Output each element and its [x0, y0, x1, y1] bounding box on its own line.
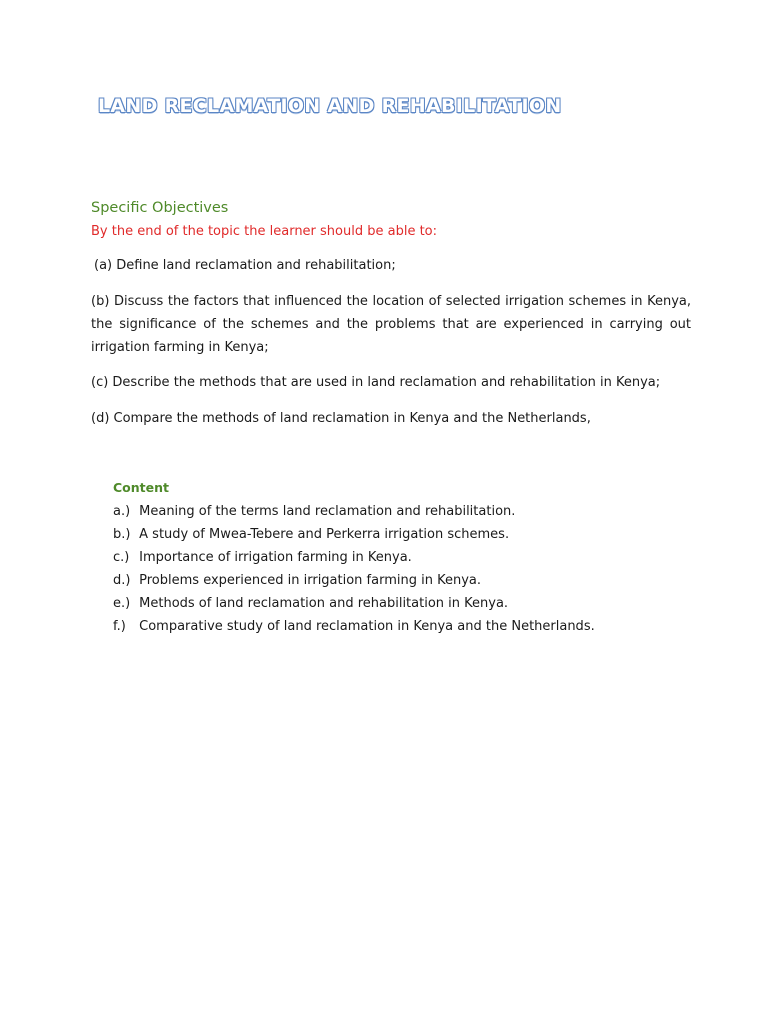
list-item-text: Importance of irrigation farming in Kenya. — [139, 550, 412, 565]
list-item — [113, 500, 595, 523]
list-item-text: Methods of land reclamation and rehabilitation in Kenya. — [139, 596, 509, 611]
list-item-marker: e.) — [113, 596, 131, 611]
objective-c: (c) Describe the methods that are used in land reclamation and rehabilitation in Kenya; — [91, 375, 661, 390]
specific-objectives-heading: Specific Objectives — [91, 200, 229, 216]
list-item-marker: d.) — [113, 573, 131, 588]
list-item — [113, 615, 595, 638]
list-item-marker: b.) — [113, 527, 131, 542]
list-item-text: A study of Mwea-Tebere and Perkerra irrigation schemes. — [139, 527, 510, 542]
list-item — [113, 592, 595, 615]
list-item-marker: f.) — [113, 619, 126, 634]
content-list — [113, 500, 595, 638]
content-heading: Content — [113, 480, 169, 495]
list-item-marker: c.) — [113, 550, 130, 565]
objective-a: (a) Define land reclamation and rehabilitation; — [94, 258, 396, 273]
list-item — [113, 546, 595, 569]
objectives-intro: By the end of the topic the learner should be able to: — [91, 224, 438, 239]
list-item-text: Problems experienced in irrigation farming in Kenya. — [139, 573, 481, 588]
list-item-marker: a.) — [113, 504, 131, 519]
list-item — [113, 569, 595, 592]
objective-d: (d) Compare the methods of land reclamation in Kenya and the Netherlands, — [91, 411, 591, 426]
list-item-text: Comparative study of land reclamation in Kenya and the Netherlands. — [139, 619, 595, 634]
list-item-text: Meaning of the terms land reclamation and rehabilitation. — [139, 504, 516, 519]
page-title: LAND RECLAMATION AND REHABILITATION — [98, 95, 562, 117]
objective-b: (b) Discuss the factors that influenced the location of selected irrigation schemes in Kenya, the significance of the schemes and the problems that are experienced in carrying out irrigation farming in Kenya; — [91, 294, 691, 355]
list-item — [113, 523, 595, 546]
